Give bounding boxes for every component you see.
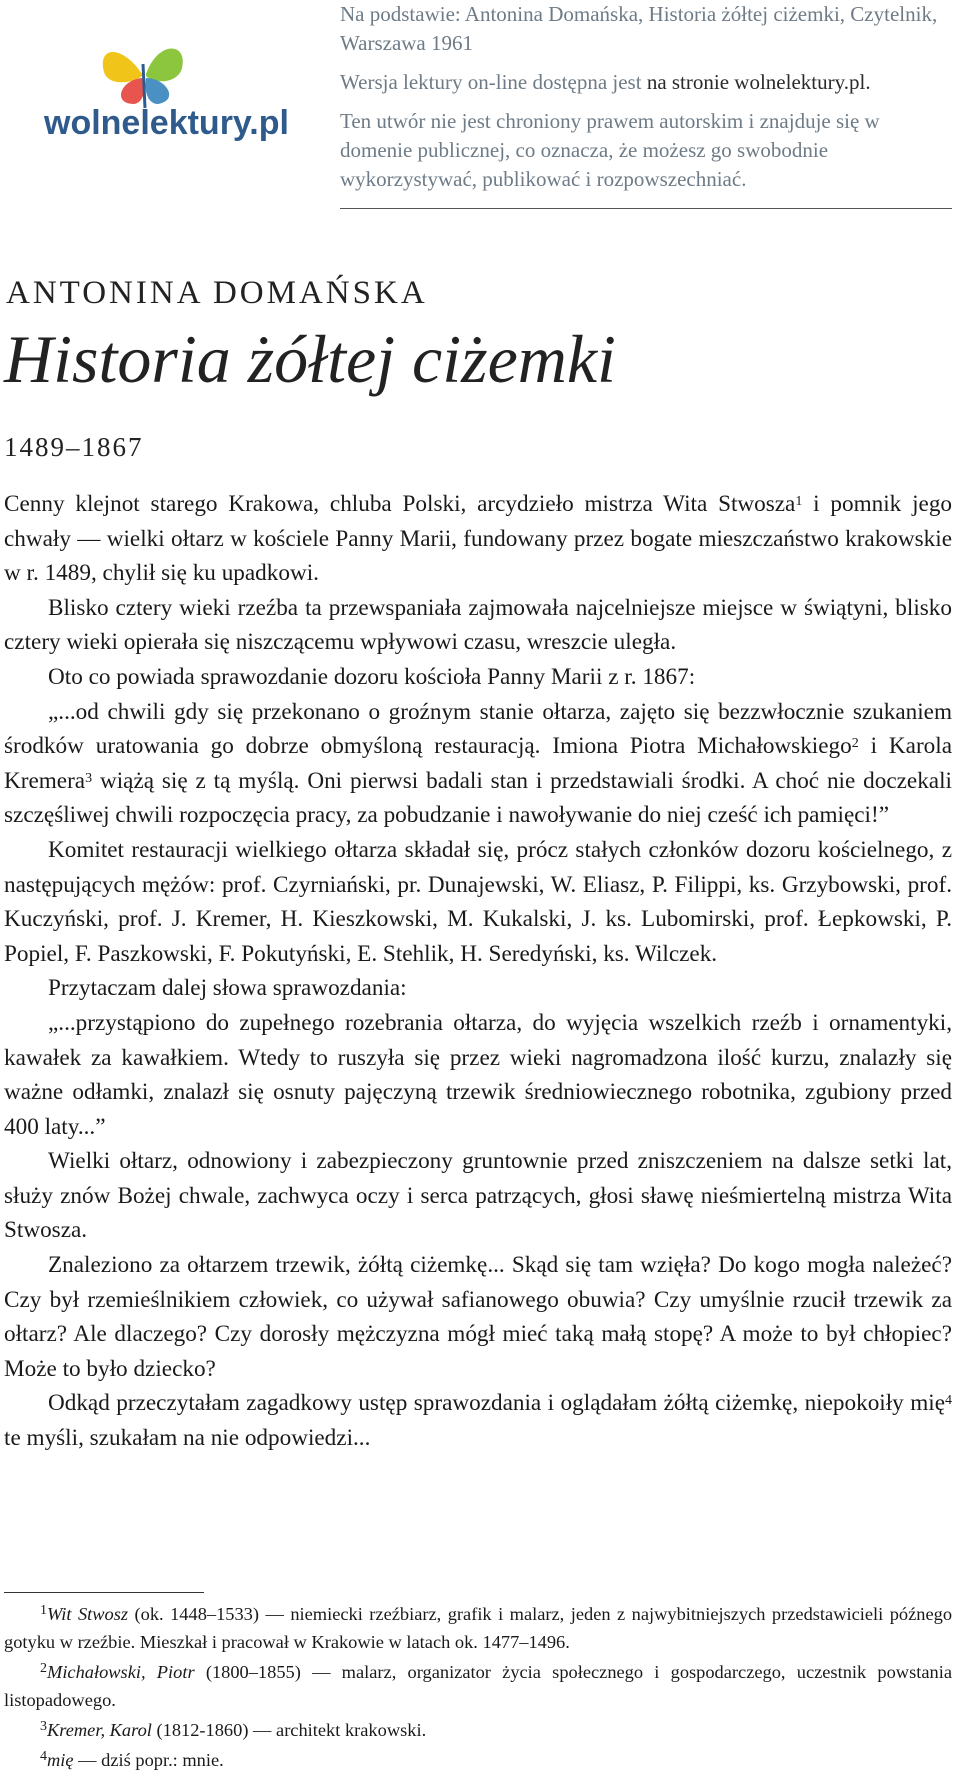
paragraph-text: i Karola Kremera xyxy=(4,733,953,794)
paragraph-text: wiążą się z tą myślą. Oni pierwsi badali stan i przedstawiali środki. A choć nie doczekali szczęśliwej chwili rozpoczęcia pracy, za pobudzanie i nawoływanie do niej cześć ich pamięci!” xyxy=(4,767,952,829)
main-text xyxy=(4,487,952,1456)
footnote-1 xyxy=(4,1600,952,1656)
logo-butterfly-icon xyxy=(103,48,183,108)
source-note: Na podstawie: Antonina Domańska, Historia żółtej ciżemki, Czytelnik, Warszawa 1961 xyxy=(340,2,938,55)
paragraph-1 xyxy=(4,487,952,591)
footnote-term: Kremer, Karol xyxy=(47,1720,152,1740)
online-note xyxy=(340,68,952,97)
paragraph-text: Odkąd przeczytałam zagadkowy ustęp sprawozdania i oglądałam żółtą ciżemkę, niepokoiły mię xyxy=(48,1390,945,1417)
online-prefix: Wersja lektury on-line dostępna jest xyxy=(340,70,647,94)
footnote-term: Michałowski, Piotr xyxy=(47,1662,195,1682)
footnote-3 xyxy=(4,1716,952,1744)
paragraph-text: Cenny klejnot starego Krakowa, chluba Polski, arcydzieło mistrza Wita Stwosza xyxy=(4,491,796,517)
book-title: Historia żółtej ciżemki xyxy=(4,321,616,397)
logo-text: wolnelektury.pl xyxy=(44,104,289,142)
footnote-2 xyxy=(4,1658,952,1714)
license-notice xyxy=(340,0,952,204)
footnote-number: 1 xyxy=(40,1603,47,1618)
paragraph-9: Znaleziono za ołtarzem trzewik, żółtą ciżemkę... Skąd się tam wzięła? Do kogo mogła należeć? Czy był rzemieślnikiem człowiek, co używał safianowego obuwia? Czy umyślnie rzucił trzewik za ołtarz? Ale dlaczego? Czy dorosły mężczyzna mógł mieć taką małą stopę? A może to był chłopiec? Może to było dziecko? xyxy=(4,1252,952,1382)
author-name: ANTONINA DOMAŃSKA xyxy=(6,275,428,311)
footnote-number: 4 xyxy=(40,1749,47,1764)
license-note: Ten utwór nie jest chroniony prawem autorskim i znajduje się w domenie publicznej, co oznacza, że możesz go swobodnie wykorzystywać, publikować i rozpowszechniać. xyxy=(340,109,880,191)
paragraph-text: te myśli, szukałam na nie odpowiedzi... xyxy=(4,1425,371,1452)
footnote-ref-4[interactable]: 4 xyxy=(945,1393,952,1409)
footnote-text: — dziś popr.: mnie. xyxy=(73,1750,224,1770)
footnote-text: (1812-1860) — architekt krakowski. xyxy=(151,1720,427,1740)
footnote-divider xyxy=(4,1592,204,1593)
footnotes xyxy=(4,1600,952,1776)
footnote-ref-1[interactable]: 1 xyxy=(795,494,803,509)
online-link[interactable]: na stronie wolnelektury.pl. xyxy=(646,70,871,94)
footnote-term: Wit Stwosz xyxy=(47,1604,129,1624)
footnote-text: (ok. 1448–1533) — niemiecki rzeźbiarz, grafik i malarz, jeden z najwybitniejszych przedstawicieli późnego gotyku w rzeźbie. Mieszkał i pracował w Krakowie w latach ok. 1477–1496. xyxy=(4,1604,953,1652)
paragraph-4 xyxy=(4,695,952,833)
paragraph-text: „...od chwili gdy się przekonano o groźnym stanie ołtarza, zajęto się bezzwłocznie szukaniem środków uratowania go dobrze obmyśloną restauracją. Imiona Piotra Michałowskiego xyxy=(4,698,952,760)
header-divider xyxy=(340,208,952,209)
footnote-4 xyxy=(4,1746,952,1774)
paragraph-6: Przytaczam dalej słowa sprawozdania: xyxy=(48,975,407,1002)
footnote-number: 2 xyxy=(40,1661,47,1676)
footnote-number: 3 xyxy=(40,1719,47,1734)
paragraph-text: i pomnik jego chwały — wielki ołtarz w kościele Panny Marii, fundowany przez bogate mieszczaństwo krakowskie w r. 1489, chylił się ku upadkowi. xyxy=(4,491,953,587)
chapter-years: 1489–1867 xyxy=(4,432,144,462)
footnote-ref-3[interactable]: 3 xyxy=(85,770,93,786)
paragraph-2: Blisko cztery wieki rzeźba ta przewspaniała zajmowała najcelniejsze miejsce w świątyni, blisko cztery wieki opierała się niszczącemu wpływowi czasu, wreszcie uległa. xyxy=(4,594,952,656)
footnote-term: mię xyxy=(47,1750,74,1770)
footnote-ref-2[interactable]: 2 xyxy=(851,736,859,752)
paragraph-5: Komitet restauracji wielkiego ołtarza składał się, prócz stałych członków dozoru kościelnego, z następujących mężów: prof. Czyrniański, pr. Dunajewski, W. Eliasz, P. Filippi, ks. Grzybowski, prof. Kuczyński, prof. J. Kremer, H. Kieszkowski, M. Kukalski, J. ks. Lubomirski, prof. Łepkowski, P. Popiel, F. Paszkowski, F. Pokutyński, E. Stehlik, H. Seredyński, ks. Wilczek. xyxy=(4,836,952,967)
footnote-text: (1800–1855) — malarz, organizator życia społecznego i gospodarczego, uczestnik powstania listopadowego. xyxy=(4,1662,952,1710)
paragraph-7: „...przystąpiono do zupełnego rozebrania ołtarza, do wyjęcia wszelkich rzeźb i ornamentyki, kawałek za kawałkiem. Wtedy to ruszyła się przez wieki nagromadzona ilość kurzu, znalazły się ważne odłamki, znalazł się osnuty pajęczyną trzewik średniowiecznego robotnika, zgubiony przed 400 laty...” xyxy=(4,1009,952,1140)
paragraph-10 xyxy=(4,1386,952,1455)
paragraph-3: Oto co powiada sprawozdanie dozoru kościoła Panny Marii z r. 1867: xyxy=(48,663,696,690)
paragraph-8: Wielki ołtarz, odnowiony i zabezpieczony gruntownie przed zniszczeniem na dalsze setki lat, służy znów Bożej chwale, zachwyca oczy i serca patrzących, głosi sławę nieśmiertelną mistrza Wita Stwosza. xyxy=(4,1148,952,1244)
wolnelektury-logo[interactable] xyxy=(42,34,302,144)
